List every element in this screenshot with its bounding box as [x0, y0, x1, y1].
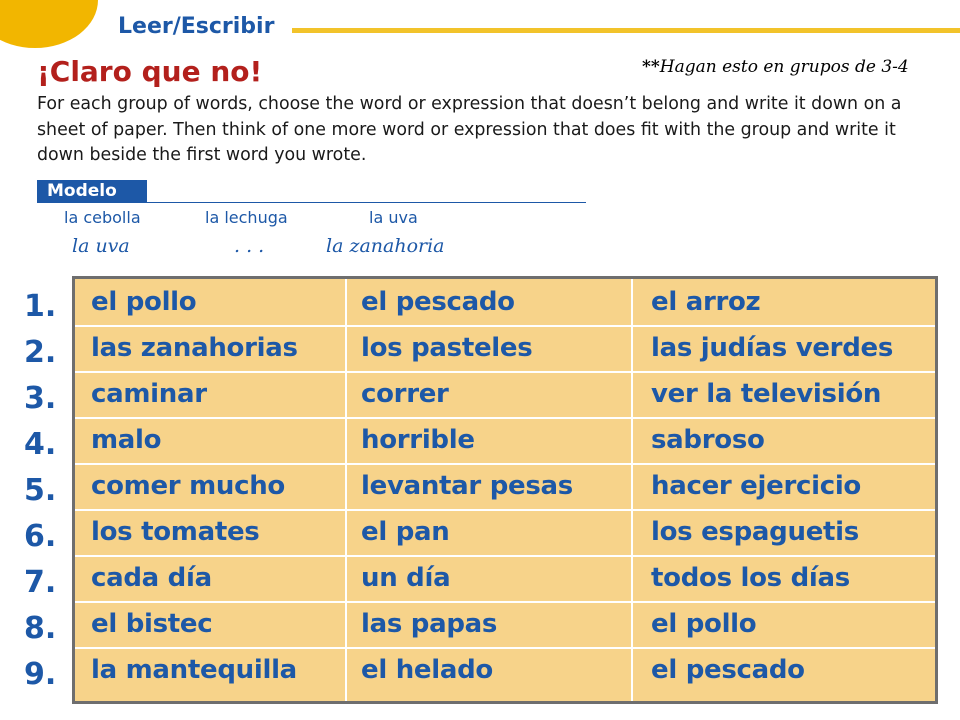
row-number: 9. [24, 657, 57, 692]
table-cell: sabroso [651, 425, 765, 455]
row-number: 5. [24, 473, 57, 508]
table-cell: un día [361, 563, 451, 593]
row-number: 4. [24, 427, 57, 462]
table-row [75, 509, 935, 557]
modelo-word: la lechuga [205, 208, 288, 227]
table-cell: las judías verdes [651, 333, 894, 363]
group-note [642, 57, 909, 77]
page-title: ¡Claro que no! [37, 55, 263, 88]
row-number: 3. [24, 381, 57, 416]
table-cell: el pescado [361, 287, 515, 317]
table-row [75, 279, 935, 327]
table-cell: las zanahorias [91, 333, 298, 363]
modelo-word: la cebolla [64, 208, 141, 227]
table-row [75, 555, 935, 603]
table-cell: hacer ejercicio [651, 471, 861, 501]
word-table [72, 276, 938, 704]
modelo-answer: la zanahoria [326, 235, 445, 257]
table-cell: el pescado [651, 655, 805, 685]
section-title: Leer/Escribir [118, 14, 275, 39]
table-row [75, 463, 935, 511]
table-cell: cada día [91, 563, 212, 593]
modelo-label: Modelo [37, 180, 147, 203]
row-number: 1. [24, 289, 57, 324]
modelo-answer: la uva [72, 235, 130, 257]
table-row [75, 417, 935, 465]
table-cell: todos los días [651, 563, 850, 593]
header-rule [292, 28, 960, 33]
table-cell: la mantequilla [91, 655, 297, 685]
note-prefix: ** [642, 57, 660, 77]
table-cell: el bistec [91, 609, 213, 639]
table-cell: caminar [91, 379, 207, 409]
table-cell: malo [91, 425, 162, 455]
table-cell: los tomates [91, 517, 260, 547]
table-cell: las papas [361, 609, 498, 639]
table-cell: comer mucho [91, 471, 285, 501]
table-cell: los pasteles [361, 333, 533, 363]
table-cell: horrible [361, 425, 475, 455]
table-row [75, 601, 935, 649]
table-row [75, 371, 935, 419]
table-cell: los espaguetis [651, 517, 859, 547]
row-number: 6. [24, 519, 57, 554]
modelo-rule [37, 202, 586, 203]
table-cell: el pan [361, 517, 450, 547]
table-cell: el pollo [91, 287, 197, 317]
table-row [75, 647, 935, 693]
table-row [75, 325, 935, 373]
table-cell: el pollo [651, 609, 757, 639]
modelo-word: la uva [369, 208, 418, 227]
activity-badge [0, 0, 98, 48]
table-cell: el helado [361, 655, 493, 685]
modelo-answer: . . . [234, 235, 265, 257]
row-number: 7. [24, 565, 57, 600]
table-cell: levantar pesas [361, 471, 573, 501]
instructions: For each group of words, choose the word or expression that doesn’t belong and write it down on a sheet of paper. Then think of one more word or expression that does fit with the group and write it down beside the first word you wrote. [37, 94, 902, 165]
row-number: 8. [24, 611, 57, 646]
table-cell: correr [361, 379, 449, 409]
table-cell: ver la televisión [651, 379, 882, 409]
row-number: 2. [24, 335, 57, 370]
note-text: Hagan esto en grupos de 3-4 [659, 57, 909, 77]
table-cell: el arroz [651, 287, 761, 317]
